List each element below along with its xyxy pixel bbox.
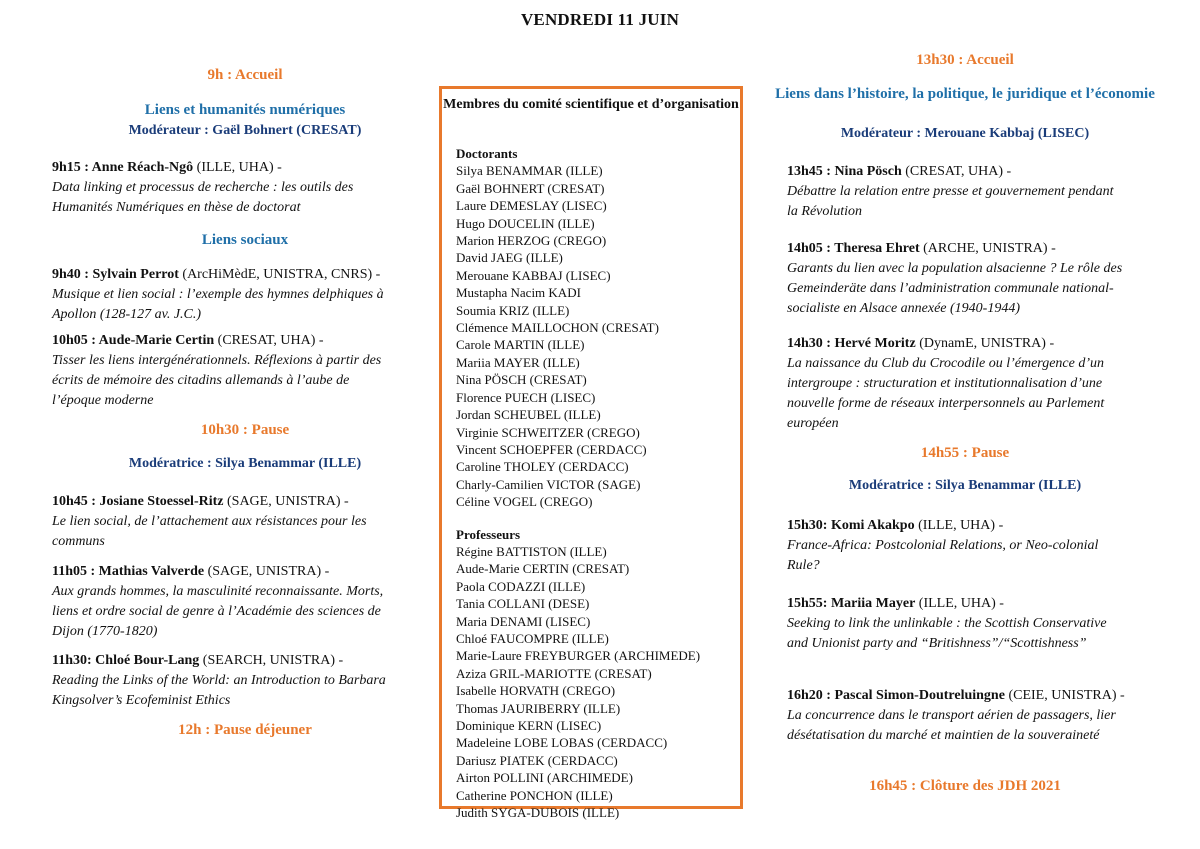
session-digital-humanities-title: Liens et humanités numériques <box>144 102 346 118</box>
committee-header: Membres du comité scientifique et d’organisation <box>443 97 739 112</box>
talk-affiliation: (ILLE, UHA) - <box>915 596 1004 611</box>
committee-member: Tania COLLANI (DESE) <box>456 596 590 612</box>
committee-member: Jordan SCHEUBEL (ILLE) <box>456 407 601 423</box>
talk-speaker: 11h05 : Mathias Valverde <box>52 564 205 579</box>
talk-speaker: 10h45 : Josiane Stoessel-Ritz <box>52 494 224 509</box>
committee-member: Clémence MAILLOCHON (CRESAT) <box>456 320 659 336</box>
committee-member: David JAEG (ILLE) <box>456 250 563 266</box>
talk-affiliation: (SEARCH, UNISTRA) - <box>199 653 344 668</box>
talk-title: Seeking to link the unlinkable : the Scottish Conservative and Unionist party and “Britishness”/“Scottishness” <box>787 616 1107 651</box>
committee-member: Paola CODAZZI (ILLE) <box>456 578 586 594</box>
committee-box <box>439 86 743 821</box>
committee-member: Judith SYGA-DUBOIS (ILLE) <box>456 805 620 821</box>
talk-speaker: 14h30 : Hervé Moritz <box>787 336 916 351</box>
talk-affiliation: (ARCHE, UNISTRA) - <box>919 241 1056 256</box>
talk-speaker: 13h45 : Nina Pösch <box>787 164 902 179</box>
talk-title: Tisser les liens intergénérationnels. Réflexions à partir des écrits de mémoire des citadins allemands à l’aube de l’époque moderne <box>52 353 382 408</box>
committee-member: Catherine PONCHON (ILLE) <box>456 787 613 803</box>
talk-item <box>52 492 397 552</box>
talk-affiliation: (ILLE, UHA) - <box>193 160 282 175</box>
committee-member: Merouane KABBAJ (LISEC) <box>456 267 611 283</box>
committee-member: Hugo DOUCELIN (ILLE) <box>456 215 595 231</box>
talk-speaker: 9h15 : Anne Réach-Ngô <box>52 160 194 175</box>
committee-member: Vincent SCHOEPFER (CERDACC) <box>456 441 647 457</box>
talk-affiliation: (SAGE, UNISTRA) - <box>223 494 349 509</box>
doctorants-label: Doctorants <box>456 146 518 161</box>
talk-item <box>787 686 1132 746</box>
committee-member: Marion HERZOG (CREGO) <box>456 233 607 249</box>
committee-member: Mariia MAYER (ILLE) <box>456 354 580 370</box>
committee-member: Florence PUECH (LISEC) <box>456 389 596 405</box>
committee-member: Laure DEMESLAY (LISEC) <box>456 198 607 214</box>
talk-item <box>787 516 1127 576</box>
talk-speaker: 15h55: Mariia Mayer <box>787 596 916 611</box>
talk-title: France-Africa: Postcolonial Relations, or Neo-colonial Rule? <box>787 538 1099 573</box>
committee-member: Caroline THOLEY (CERDACC) <box>456 459 629 475</box>
talk-item <box>787 239 1127 319</box>
talk-title: Musique et lien social : l’exemple des hymnes delphiques à Apollon (128-127 av. J.C.) <box>52 287 384 322</box>
committee-member: Isabelle HORVATH (CREGO) <box>456 683 616 699</box>
talk-affiliation: (ArcHiMèdE, UNISTRA, CNRS) - <box>178 267 381 282</box>
talk-item <box>52 562 397 642</box>
talk-affiliation: (CEIE, UNISTRA) - <box>1004 688 1125 703</box>
talk-title: Garants du lien avec la population alsacienne ? Le rôle des Gemeinderäte dans l’administration communale national-socialiste en Alsace annexée (1940-1944) <box>787 261 1123 316</box>
committee-member: Charly-Camilien VICTOR (SAGE) <box>456 476 641 492</box>
doctorants-list <box>456 162 700 510</box>
professeurs-label: Professeurs <box>456 526 521 542</box>
day-title: VENDREDI 11 JUIN <box>520 10 680 29</box>
talk-speaker: 15h30: Komi Akakpo <box>787 518 915 533</box>
session-history-moderator: Modérateur : Merouane Kabbaj (LISEC) <box>840 126 1090 141</box>
committee-list <box>456 145 700 821</box>
talk-speaker: 10h05 : Aude-Marie Certin <box>52 333 215 348</box>
talk-speaker: 11h30: Chloé Bour-Lang <box>52 653 200 668</box>
committee-member: Maria DENAMI (LISEC) <box>456 613 591 629</box>
committee-member: Gaël BOHNERT (CRESAT) <box>456 180 605 196</box>
afternoon-pause: 14h55 : Pause <box>920 445 1010 461</box>
talk-title: Data linking et processus de recherche : les outils des Humanités Numériques en thèse de doctorat <box>52 180 354 215</box>
talk-item <box>52 651 397 711</box>
professeurs-list <box>456 543 700 822</box>
talk-item <box>787 334 1143 434</box>
committee-member: Madeleine LOBE LOBAS (CERDACC) <box>456 735 668 751</box>
committee-member: Silya BENAMMAR (ILLE) <box>456 163 603 179</box>
committee-member: Nina PÖSCH (CRESAT) <box>456 372 587 388</box>
committee-member: Soumia KRIZ (ILLE) <box>456 302 570 318</box>
lunch-break: 12h : Pause déjeuner <box>178 722 312 738</box>
talk-speaker: 14h05 : Theresa Ehret <box>787 241 920 256</box>
committee-member: Aude-Marie CERTIN (CRESAT) <box>456 561 630 577</box>
talk-affiliation: (CRESAT, UHA) - <box>214 333 324 348</box>
committee-member: Marie-Laure FREYBURGER (ARCHIMEDE) <box>456 648 701 664</box>
committee-member: Thomas JAURIBERRY (ILLE) <box>456 700 621 716</box>
afternoon-session-2-moderator: Modératrice : Silya Benammar (ILLE) <box>848 478 1082 493</box>
session-digital-humanities-moderator: Modérateur : Gaël Bohnert (CRESAT) <box>128 123 362 138</box>
session-history-title: Liens dans l’histoire, la politique, le juridique et l’économie <box>775 86 1155 102</box>
talk-item <box>787 162 1127 222</box>
committee-member: Mustapha Nacim KADI <box>456 285 581 301</box>
committee-member: Airton POLLINI (ARCHIMEDE) <box>456 770 633 786</box>
talk-title: Reading the Links of the World: an Introduction to Barbara Kingsolver’s Ecofeminist Ethics <box>52 673 386 708</box>
talk-title: Aux grands hommes, la masculinité reconnaissante. Morts, liens et ordre social de genre à l’Académie des sciences de Dijon (1770-1820) <box>52 584 384 639</box>
talk-affiliation: (ILLE, UHA) - <box>914 518 1004 533</box>
talk-affiliation: (SAGE, UNISTRA) - <box>204 564 330 579</box>
talk-title: La naissance du Club du Crocodile ou l’émergence d’un intergroupe : structuration et institutionnalisation d’une nouvelle forme de réseaux interpersonnels au Parlement européen <box>787 356 1105 431</box>
committee-member: Carole MARTIN (ILLE) <box>456 337 585 353</box>
afternoon-welcome: 13h30 : Accueil <box>916 52 1014 68</box>
session-social-links-title: Liens sociaux <box>201 232 289 248</box>
committee-member: Dariusz PIATEK (CERDACC) <box>456 752 618 768</box>
morning-welcome: 9h : Accueil <box>207 67 283 83</box>
talk-title: Débattre la relation entre presse et gouvernement pendant la Révolution <box>787 184 1114 219</box>
talk-speaker: 16h20 : Pascal Simon-Doutreluingne <box>787 688 1005 703</box>
talk-item <box>52 331 397 411</box>
talk-speaker: 9h40 : Sylvain Perrot <box>52 267 179 282</box>
committee-member: Céline VOGEL (CREGO) <box>456 494 593 510</box>
committee-member: Dominique KERN (LISEC) <box>456 718 602 733</box>
talk-title: Le lien social, de l’attachement aux résistances pour les communs <box>52 514 367 549</box>
talk-item <box>52 265 397 325</box>
talk-affiliation: (DynamE, UNISTRA) - <box>915 336 1055 351</box>
talk-title: La concurrence dans le transport aérien de passagers, lier désétatisation du marché et maintien de la souveraineté <box>787 708 1116 743</box>
morning-pause: 10h30 : Pause <box>200 422 290 438</box>
closing: 16h45 : Clôture des JDH 2021 <box>869 778 1061 794</box>
session-2-moderator: Modératrice : Silya Benammar (ILLE) <box>128 456 362 471</box>
committee-member: Régine BATTISTON (ILLE) <box>456 543 607 559</box>
committee-member: Aziza GRIL-MARIOTTE (CRESAT) <box>456 665 652 681</box>
talk-item <box>52 158 397 218</box>
talk-item <box>787 594 1127 654</box>
committee-member: Virginie SCHWEITZER (CREGO) <box>456 424 640 440</box>
talk-affiliation: (CRESAT, UHA) - <box>901 164 1012 179</box>
committee-member: Chloé FAUCOMPRE (ILLE) <box>456 630 609 646</box>
